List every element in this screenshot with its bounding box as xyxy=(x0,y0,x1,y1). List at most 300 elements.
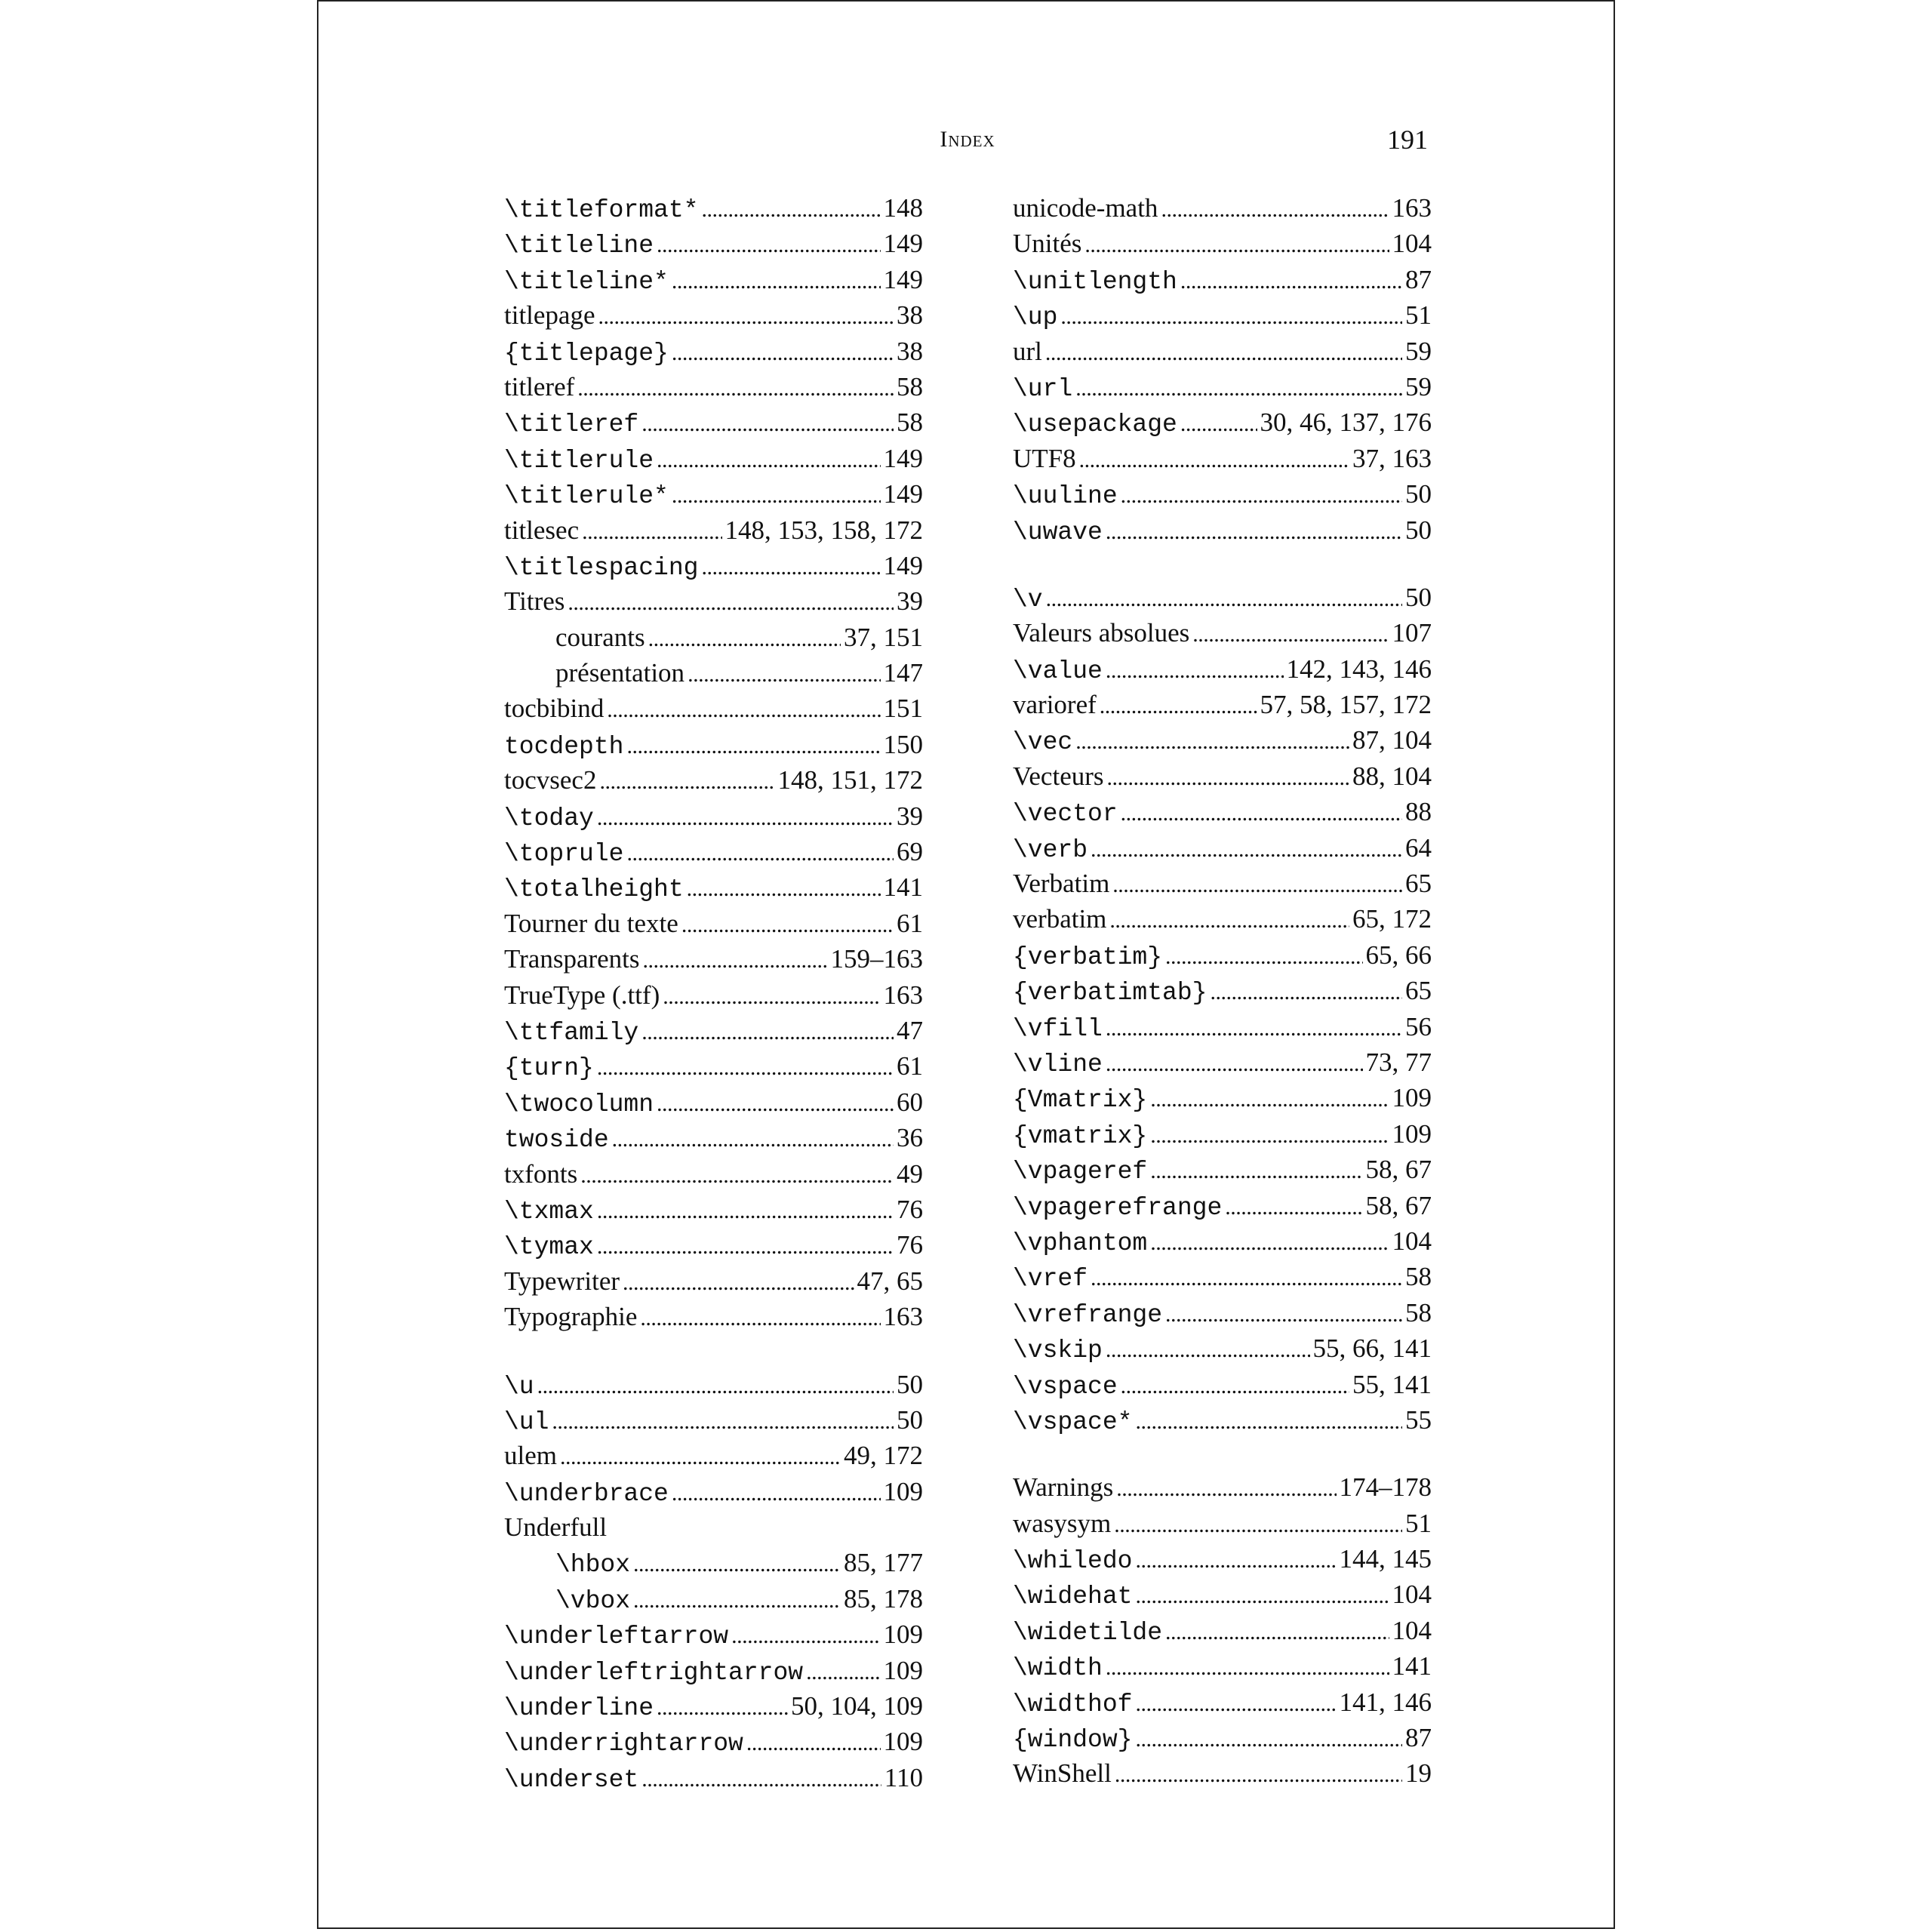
index-entry xyxy=(1013,615,1432,651)
dot-leader xyxy=(1225,1189,1362,1225)
index-term: \txmax xyxy=(504,1197,594,1226)
index-entry xyxy=(504,869,923,905)
index-page-refs: 39 xyxy=(897,586,923,617)
dot-leader xyxy=(633,1583,841,1618)
index-page-refs: 109 xyxy=(883,1727,923,1757)
index-entry xyxy=(504,1227,923,1263)
dot-leader xyxy=(1135,1404,1402,1439)
index-entry xyxy=(504,583,923,619)
index-term: Tourner du texte xyxy=(504,908,678,938)
index-term: varioref xyxy=(1013,690,1097,720)
dot-leader xyxy=(582,514,721,549)
dot-leader xyxy=(1075,724,1349,759)
index-page-refs: 109 xyxy=(1392,1118,1432,1149)
index-page-refs: 55, 66, 141 xyxy=(1312,1334,1432,1364)
index-page-refs: 58, 67 xyxy=(1365,1190,1432,1220)
dot-leader xyxy=(597,1050,894,1085)
running-title: Index xyxy=(940,127,995,152)
index-subentry xyxy=(504,620,923,655)
letter-group-gap xyxy=(1013,548,1432,580)
index-page-refs: 51 xyxy=(1405,300,1432,331)
index-term: TrueType (.ttf) xyxy=(504,980,660,1010)
dot-leader xyxy=(1100,688,1257,724)
index-term: Verbatim xyxy=(1013,869,1110,899)
dot-leader xyxy=(663,979,880,1014)
index-page-refs: 60 xyxy=(897,1087,923,1117)
index-term: \v xyxy=(1013,585,1043,614)
index-page-refs: 58, 67 xyxy=(1365,1155,1432,1185)
dot-leader xyxy=(1109,903,1349,938)
index-entry xyxy=(1013,405,1432,440)
index-page-refs: 58 xyxy=(897,408,923,438)
index-entry xyxy=(504,1192,923,1227)
index-term: \titlerule* xyxy=(504,482,669,511)
index-term: {Vmatrix} xyxy=(1013,1086,1148,1115)
index-term: {verbatim} xyxy=(1013,943,1163,971)
index-term: \verb xyxy=(1013,835,1088,864)
index-term: \url xyxy=(1013,374,1073,403)
index-entry xyxy=(1013,1720,1432,1755)
index-term: Unités xyxy=(1013,229,1082,259)
dot-leader xyxy=(701,192,880,227)
dot-leader xyxy=(1060,299,1402,334)
dot-leader xyxy=(1079,442,1349,478)
index-term: \widetilde xyxy=(1013,1618,1163,1647)
index-term: \vbox xyxy=(555,1586,631,1615)
index-page-refs: 151 xyxy=(883,694,923,724)
index-entry xyxy=(1013,1577,1432,1612)
dot-leader xyxy=(599,764,774,799)
index-entry xyxy=(504,1402,923,1438)
index-term: \hbox xyxy=(555,1551,631,1580)
index-entry xyxy=(1013,1331,1432,1366)
dot-leader xyxy=(657,1690,788,1725)
index-entry xyxy=(504,1760,923,1795)
index-term: \titlespacing xyxy=(504,553,699,582)
dot-leader xyxy=(1107,760,1349,795)
index-term: \vector xyxy=(1013,800,1118,829)
index-entry xyxy=(1013,1402,1432,1438)
index-page-refs: 37, 151 xyxy=(844,622,923,652)
index-entry xyxy=(1013,580,1432,615)
index-page-refs: 58 xyxy=(1405,1262,1432,1292)
index-page-refs: 49 xyxy=(897,1158,923,1189)
index-page-refs: 148, 151, 172 xyxy=(777,765,923,795)
index-page-refs: 65, 66 xyxy=(1365,940,1432,970)
index-entry xyxy=(504,476,923,512)
index-page-refs: 59 xyxy=(1405,371,1432,401)
index-term: Transparents xyxy=(504,944,640,974)
index-page-refs: 38 xyxy=(897,336,923,366)
page-number: 191 xyxy=(1387,125,1428,155)
dot-leader xyxy=(657,227,880,263)
index-page-refs: 76 xyxy=(897,1194,923,1224)
index-page-refs: 163 xyxy=(883,980,923,1010)
dot-leader xyxy=(1106,1011,1402,1046)
dot-leader xyxy=(1165,939,1362,974)
dot-leader xyxy=(1165,1297,1402,1332)
dot-leader xyxy=(648,621,841,657)
dot-leader xyxy=(1135,1721,1402,1757)
index-term: \whiledo xyxy=(1013,1547,1133,1576)
dot-leader xyxy=(1045,335,1402,371)
dot-leader xyxy=(1150,1118,1389,1153)
index-page-refs: 141 xyxy=(1392,1651,1432,1681)
index-term: \toprule xyxy=(504,840,624,869)
index-term: \vrefrange xyxy=(1013,1300,1163,1329)
index-page-refs: 148 xyxy=(883,193,923,223)
index-term: \titleline xyxy=(504,232,654,260)
index-page-refs: 87 xyxy=(1405,264,1432,294)
index-entry xyxy=(1013,1116,1432,1152)
book-page xyxy=(317,0,1615,1929)
index-term: \vpagerefrange xyxy=(1013,1193,1223,1222)
index-page-refs: 50 xyxy=(897,1369,923,1399)
index-page-refs: 73, 77 xyxy=(1365,1047,1432,1077)
index-entry xyxy=(504,548,923,583)
index-entry xyxy=(1013,476,1432,512)
dot-leader xyxy=(598,299,894,334)
index-entry xyxy=(1013,758,1432,794)
index-entry xyxy=(1013,1755,1432,1791)
index-entry xyxy=(504,977,923,1013)
dot-leader xyxy=(1121,1368,1349,1404)
index-term: \underline xyxy=(504,1694,654,1723)
index-entry xyxy=(504,762,923,798)
index-term: \value xyxy=(1013,657,1103,685)
dot-leader xyxy=(641,406,894,441)
index-term: \titleref xyxy=(504,411,639,439)
index-term: \vline xyxy=(1013,1050,1103,1078)
index-entry xyxy=(504,941,923,977)
dot-leader xyxy=(577,371,894,406)
dot-leader xyxy=(1106,1332,1310,1367)
index-term: \today xyxy=(504,804,594,832)
dot-leader xyxy=(1180,263,1402,299)
index-page-refs: 47 xyxy=(897,1015,923,1045)
dot-leader xyxy=(641,1014,894,1050)
index-page-refs: 141, 146 xyxy=(1339,1687,1432,1717)
dot-leader xyxy=(597,1193,894,1229)
dot-leader xyxy=(1115,1757,1402,1792)
index-term: \underleftarrow xyxy=(504,1623,729,1651)
index-page-refs: 142, 143, 146 xyxy=(1286,654,1432,684)
dot-leader xyxy=(1150,1225,1389,1260)
dot-leader xyxy=(552,1404,894,1439)
index-entry xyxy=(1013,190,1432,226)
dot-leader xyxy=(1210,974,1402,1010)
index-page-refs: 109 xyxy=(883,1476,923,1506)
index-page-refs: 64 xyxy=(1405,832,1432,863)
index-term: \up xyxy=(1013,303,1058,332)
index-entry xyxy=(504,369,923,405)
dot-leader xyxy=(672,1475,881,1511)
index-term: {turn} xyxy=(504,1054,594,1083)
dot-leader xyxy=(1106,1650,1389,1685)
index-entry xyxy=(504,1688,923,1724)
index-term: url xyxy=(1013,336,1042,366)
index-column-right xyxy=(1013,190,1432,1792)
index-term: Typographie xyxy=(504,1302,638,1332)
index-page-refs: 149 xyxy=(883,550,923,580)
index-term: titleref xyxy=(504,371,575,401)
dot-leader xyxy=(681,907,894,943)
index-entry xyxy=(504,1084,923,1120)
index-page-refs: 61 xyxy=(897,908,923,938)
index-term: \usepackage xyxy=(1013,411,1177,439)
running-head xyxy=(318,121,1617,158)
index-entry xyxy=(1013,1506,1432,1541)
dot-leader xyxy=(1116,1471,1336,1506)
index-term: Typewriter xyxy=(504,1266,620,1296)
index-term: WinShell xyxy=(1013,1758,1112,1789)
dot-leader xyxy=(597,800,894,835)
index-term: \ttfamily xyxy=(504,1018,639,1047)
index-subentry xyxy=(504,1581,923,1617)
index-entry xyxy=(504,262,923,297)
index-term: \titlerule xyxy=(504,446,654,475)
index-term: ulem xyxy=(504,1441,557,1471)
dot-leader xyxy=(537,1368,894,1404)
index-entry xyxy=(1013,512,1432,548)
index-page-refs: 58 xyxy=(1405,1297,1432,1327)
index-entry xyxy=(1013,1080,1432,1115)
index-term: titlesec xyxy=(504,515,580,545)
index-term: \underbrace xyxy=(504,1479,669,1508)
index-page-refs: 109 xyxy=(1392,1083,1432,1113)
index-entry xyxy=(504,1156,923,1192)
index-entry xyxy=(504,1653,923,1688)
index-page-refs: 148, 153, 158, 172 xyxy=(724,515,923,545)
index-column-left xyxy=(504,190,923,1795)
index-page-refs: 65, 172 xyxy=(1352,904,1432,934)
index-term: tocdepth xyxy=(504,732,624,761)
index-term: \vfill xyxy=(1013,1014,1103,1043)
index-page-refs: 147 xyxy=(883,658,923,688)
index-entry xyxy=(1013,1684,1432,1720)
index-term: \widehat xyxy=(1013,1583,1133,1611)
index-entry xyxy=(1013,1152,1432,1187)
dot-leader xyxy=(701,549,880,585)
index-entry xyxy=(1013,334,1432,369)
index-entry xyxy=(504,1299,923,1334)
dot-leader xyxy=(1112,867,1402,903)
index-term: \vref xyxy=(1013,1265,1088,1294)
index-page-refs: 59 xyxy=(1405,336,1432,366)
dot-leader xyxy=(1114,1507,1402,1543)
index-entry xyxy=(1013,226,1432,261)
index-term: txfonts xyxy=(504,1158,578,1189)
index-entry xyxy=(504,441,923,476)
index-page-refs: 58 xyxy=(897,371,923,401)
dot-leader xyxy=(1106,1046,1363,1081)
index-entry xyxy=(504,1048,923,1084)
index-page-refs: 37, 163 xyxy=(1352,443,1432,473)
index-subentry xyxy=(504,1545,923,1580)
index-term: \ul xyxy=(504,1407,549,1436)
index-page-refs: 107 xyxy=(1392,618,1432,648)
index-page-refs: 19 xyxy=(1405,1758,1432,1789)
index-page-refs: 104 xyxy=(1392,1580,1432,1610)
index-entry xyxy=(1013,369,1432,405)
index-page-refs: 104 xyxy=(1392,1615,1432,1645)
index-page-refs: 141 xyxy=(883,872,923,903)
dot-leader xyxy=(687,871,881,906)
dot-leader xyxy=(1121,795,1402,831)
index-term: \vpageref xyxy=(1013,1158,1148,1186)
index-entry xyxy=(1013,1044,1432,1080)
index-term: unicode-math xyxy=(1013,193,1158,223)
dot-leader xyxy=(626,728,880,764)
index-entry xyxy=(504,226,923,261)
index-page-refs: 49, 172 xyxy=(844,1441,923,1471)
index-page-refs: 65 xyxy=(1405,976,1432,1006)
index-page-refs: 159–163 xyxy=(830,944,923,974)
index-term: tocvsec2 xyxy=(504,765,597,795)
index-page-refs: 85, 178 xyxy=(844,1583,923,1614)
dot-leader xyxy=(1106,653,1284,688)
index-term: \titleline* xyxy=(504,267,669,296)
index-term: \underrightarrow xyxy=(504,1730,743,1758)
dot-leader xyxy=(672,263,881,299)
index-entry xyxy=(1013,1188,1432,1223)
index-page-refs: 76 xyxy=(897,1230,923,1260)
index-page-refs: 104 xyxy=(1392,229,1432,259)
index-entry xyxy=(1013,262,1432,297)
dot-leader xyxy=(580,1158,894,1193)
index-entry xyxy=(1013,1541,1432,1577)
dot-leader xyxy=(612,1121,894,1157)
index-page-refs: 163 xyxy=(1392,193,1432,223)
index-page-refs: 85, 177 xyxy=(844,1548,923,1578)
index-entry xyxy=(504,727,923,762)
index-entry xyxy=(504,1013,923,1048)
index-entry xyxy=(504,834,923,869)
index-term: tocbibind xyxy=(504,694,605,724)
index-entry xyxy=(1013,1367,1432,1402)
index-entry xyxy=(504,691,923,726)
dot-leader xyxy=(657,442,880,478)
index-term: titlepage xyxy=(504,300,595,331)
index-entry xyxy=(1013,973,1432,1008)
index-page-refs: 109 xyxy=(883,1655,923,1685)
index-entry xyxy=(1013,651,1432,687)
index-entry xyxy=(1013,830,1432,866)
index-page-refs: 88 xyxy=(1405,797,1432,827)
index-term: {verbatimtab} xyxy=(1013,979,1208,1008)
index-page-refs: 47, 65 xyxy=(857,1266,923,1296)
dot-leader xyxy=(641,1761,881,1797)
index-term: {vmatrix} xyxy=(1013,1121,1148,1150)
index-term: \vspace* xyxy=(1013,1407,1133,1436)
index-entry xyxy=(1013,297,1432,333)
index-term: \underleftrightarrow xyxy=(504,1658,804,1687)
dot-leader xyxy=(568,585,894,620)
index-page-refs: 50 xyxy=(1405,582,1432,612)
index-page-refs: 144, 145 xyxy=(1339,1544,1432,1574)
dot-leader xyxy=(1046,581,1402,617)
letter-group-gap xyxy=(1013,1438,1432,1469)
dot-leader xyxy=(1161,192,1389,227)
index-entry xyxy=(1013,722,1432,758)
index-term: UTF8 xyxy=(1013,443,1076,473)
dot-leader xyxy=(1106,514,1402,549)
index-term: \unitlength xyxy=(1013,267,1177,296)
dot-leader xyxy=(643,943,828,978)
dot-leader xyxy=(657,1086,894,1121)
index-term: Valeurs absolues xyxy=(1013,618,1190,648)
index-page-refs: 163 xyxy=(883,1302,923,1332)
index-page-refs: 149 xyxy=(883,264,923,294)
index-term: \titleformat* xyxy=(504,196,699,224)
index-page-refs: 51 xyxy=(1405,1508,1432,1538)
dot-leader xyxy=(672,335,894,371)
index-term: \width xyxy=(1013,1654,1103,1683)
dot-leader xyxy=(1192,617,1389,652)
dot-leader xyxy=(597,1229,894,1264)
dot-leader xyxy=(1150,1081,1389,1117)
dot-leader xyxy=(607,692,880,728)
index-term: \twocolumn xyxy=(504,1090,654,1118)
index-entry xyxy=(504,798,923,834)
index-page-refs: 39 xyxy=(897,801,923,831)
index-entry xyxy=(504,297,923,333)
index-term: \uwave xyxy=(1013,518,1103,546)
dot-leader xyxy=(1135,1686,1336,1721)
index-page-refs: 65 xyxy=(1405,869,1432,899)
index-entry xyxy=(504,405,923,440)
index-entry xyxy=(1013,687,1432,722)
index-term: Titres xyxy=(504,586,565,617)
index-page-refs: 36 xyxy=(897,1123,923,1153)
dot-leader xyxy=(746,1725,881,1761)
index-entry xyxy=(504,1509,923,1545)
index-term: \tymax xyxy=(504,1233,594,1262)
dot-leader xyxy=(626,835,894,871)
index-term: \vec xyxy=(1013,728,1073,757)
index-term: courants xyxy=(555,622,645,652)
dot-leader xyxy=(623,1265,854,1300)
index-page-refs: 50 xyxy=(897,1404,923,1435)
dot-leader xyxy=(1084,227,1389,263)
index-page-refs: 110 xyxy=(884,1762,923,1792)
index-term: Underfull xyxy=(504,1512,608,1543)
index-term: wasysym xyxy=(1013,1508,1112,1538)
index-page-refs: 87 xyxy=(1405,1723,1432,1753)
dot-leader xyxy=(633,1546,841,1582)
index-term: \underset xyxy=(504,1765,639,1794)
index-entry xyxy=(1013,1613,1432,1648)
index-entry xyxy=(1013,794,1432,829)
letter-group-gap xyxy=(504,1335,923,1367)
index-entry xyxy=(1013,1223,1432,1259)
index-entry xyxy=(1013,441,1432,476)
index-page-refs: 149 xyxy=(883,229,923,259)
index-entry xyxy=(504,1438,923,1473)
index-page-refs: 57, 58, 157, 172 xyxy=(1260,690,1432,720)
index-page-refs: 56 xyxy=(1405,1011,1432,1041)
dot-leader xyxy=(806,1654,880,1690)
dot-leader xyxy=(1135,1543,1336,1578)
index-term: \u xyxy=(504,1372,534,1401)
index-term: \totalheight xyxy=(504,875,684,904)
index-page-refs: 50, 104, 109 xyxy=(791,1691,923,1721)
dot-leader xyxy=(1150,1153,1362,1189)
index-page-refs: 174–178 xyxy=(1339,1472,1432,1503)
index-entry xyxy=(504,1724,923,1759)
index-page-refs: 61 xyxy=(897,1051,923,1081)
index-term: twoside xyxy=(504,1126,609,1155)
